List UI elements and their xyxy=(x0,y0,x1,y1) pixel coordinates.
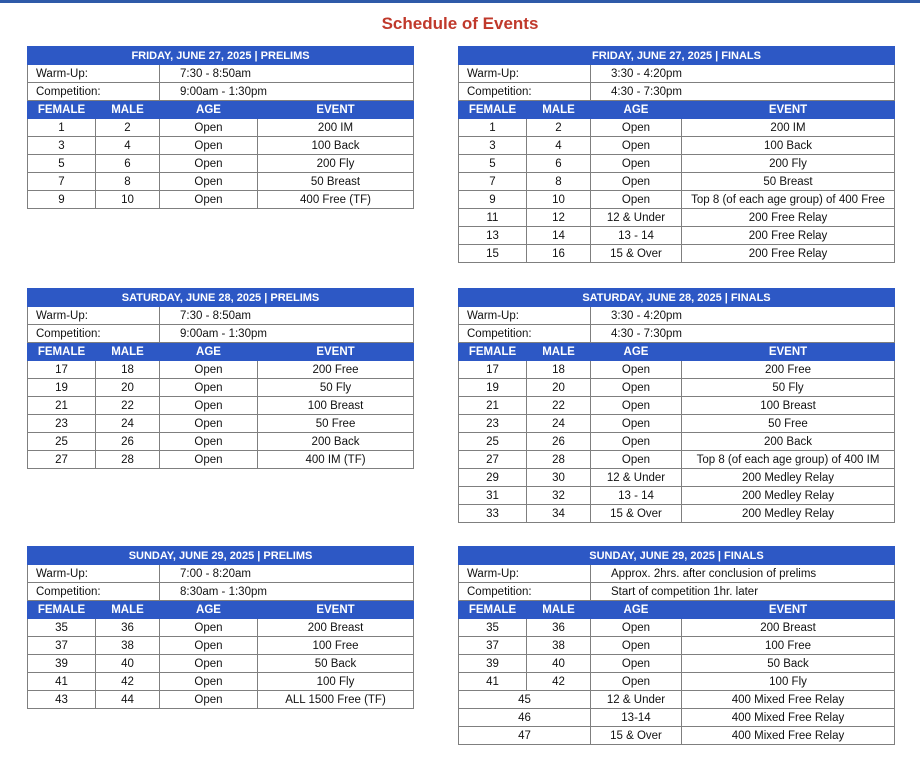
competition-row xyxy=(28,83,414,101)
competition-row xyxy=(459,583,895,601)
column-header-male: MALE xyxy=(527,343,591,361)
female-event-number: 1 xyxy=(459,119,527,137)
event-cell: Top 8 (of each age group) of 400 IM xyxy=(682,451,895,469)
male-event-number: 10 xyxy=(96,191,160,209)
female-event-number: 9 xyxy=(459,191,527,209)
male-event-number: 42 xyxy=(527,673,591,691)
event-cell: 200 IM xyxy=(682,119,895,137)
event-row xyxy=(28,119,414,137)
event-number-mixed: 46 xyxy=(459,709,591,727)
event-row xyxy=(459,137,895,155)
female-event-number: 21 xyxy=(459,397,527,415)
female-event-number: 5 xyxy=(28,155,96,173)
session-header-row xyxy=(459,47,895,65)
age-cell: Open xyxy=(160,415,258,433)
age-cell: 13 - 14 xyxy=(591,227,682,245)
event-row xyxy=(28,637,414,655)
event-row xyxy=(459,155,895,173)
male-event-number: 28 xyxy=(527,451,591,469)
column-header-event: EVENT xyxy=(682,343,895,361)
column-header-age: AGE xyxy=(160,601,258,619)
event-cell: 200 Medley Relay xyxy=(682,487,895,505)
column-header-age: AGE xyxy=(591,601,682,619)
session-header: SATURDAY, JUNE 28, 2025 | FINALS xyxy=(459,289,895,307)
age-cell: Open xyxy=(160,191,258,209)
event-cell: 200 Medley Relay xyxy=(682,469,895,487)
female-event-number: 35 xyxy=(459,619,527,637)
male-event-number: 14 xyxy=(527,227,591,245)
female-event-number: 27 xyxy=(28,451,96,469)
male-event-number: 18 xyxy=(96,361,160,379)
age-cell: Open xyxy=(591,119,682,137)
competition-label: Competition: xyxy=(28,83,160,101)
column-header-row xyxy=(28,101,414,119)
column-header-event: EVENT xyxy=(258,343,414,361)
event-row xyxy=(459,119,895,137)
warmup-row xyxy=(28,307,414,325)
event-row xyxy=(459,415,895,433)
age-cell: 12 & Under xyxy=(591,691,682,709)
female-event-number: 19 xyxy=(459,379,527,397)
session-header-row xyxy=(28,47,414,65)
event-row xyxy=(459,637,895,655)
female-event-number: 15 xyxy=(459,245,527,263)
event-cell: 400 Mixed Free Relay xyxy=(682,727,895,745)
session-table xyxy=(458,546,895,745)
warmup-label: Warm-Up: xyxy=(459,565,591,583)
event-cell: 100 Free xyxy=(258,637,414,655)
age-cell: Open xyxy=(160,119,258,137)
warmup-time: 7:30 - 8:50am xyxy=(160,307,414,325)
age-cell: Open xyxy=(160,691,258,709)
session-header-row xyxy=(459,289,895,307)
male-event-number: 24 xyxy=(96,415,160,433)
age-cell: Open xyxy=(591,433,682,451)
event-cell: 50 Free xyxy=(682,415,895,433)
event-number-mixed: 45 xyxy=(459,691,591,709)
age-cell: Open xyxy=(591,397,682,415)
age-cell: Open xyxy=(160,451,258,469)
male-event-number: 36 xyxy=(96,619,160,637)
female-event-number: 1 xyxy=(28,119,96,137)
warmup-time: Approx. 2hrs. after conclusion of prelims xyxy=(591,565,895,583)
warmup-time: 7:00 - 8:20am xyxy=(160,565,414,583)
column-header-age: AGE xyxy=(591,101,682,119)
event-row xyxy=(459,655,895,673)
event-row xyxy=(459,619,895,637)
event-cell: 50 Back xyxy=(258,655,414,673)
column-header-row xyxy=(28,601,414,619)
event-cell: 400 IM (TF) xyxy=(258,451,414,469)
event-row xyxy=(459,227,895,245)
age-cell: 12 & Under xyxy=(591,209,682,227)
column-header-female: FEMALE xyxy=(28,343,96,361)
female-event-number: 7 xyxy=(28,173,96,191)
event-cell: 50 Back xyxy=(682,655,895,673)
female-event-number: 39 xyxy=(28,655,96,673)
age-cell: Open xyxy=(591,655,682,673)
female-event-number: 29 xyxy=(459,469,527,487)
column-header-event: EVENT xyxy=(682,101,895,119)
column-header-age: AGE xyxy=(160,343,258,361)
event-cell: 200 Free xyxy=(682,361,895,379)
female-event-number: 33 xyxy=(459,505,527,523)
event-cell: 200 Free xyxy=(258,361,414,379)
session-header: SUNDAY, JUNE 29, 2025 | PRELIMS xyxy=(28,547,414,565)
age-cell: Open xyxy=(591,619,682,637)
column-header-event: EVENT xyxy=(258,601,414,619)
warmup-row xyxy=(459,307,895,325)
event-row xyxy=(28,361,414,379)
female-event-number: 43 xyxy=(28,691,96,709)
female-event-number: 21 xyxy=(28,397,96,415)
session-table xyxy=(458,46,895,263)
warmup-time: 7:30 - 8:50am xyxy=(160,65,414,83)
male-event-number: 26 xyxy=(96,433,160,451)
warmup-label: Warm-Up: xyxy=(28,565,160,583)
female-event-number: 11 xyxy=(459,209,527,227)
competition-label: Competition: xyxy=(28,325,160,343)
male-event-number: 38 xyxy=(527,637,591,655)
warmup-label: Warm-Up: xyxy=(28,65,160,83)
event-cell: 50 Fly xyxy=(682,379,895,397)
event-row xyxy=(459,245,895,263)
age-cell: Open xyxy=(160,673,258,691)
male-event-number: 4 xyxy=(527,137,591,155)
column-header-age: AGE xyxy=(160,101,258,119)
session-header: SATURDAY, JUNE 28, 2025 | PRELIMS xyxy=(28,289,414,307)
female-event-number: 23 xyxy=(28,415,96,433)
column-header-female: FEMALE xyxy=(459,101,527,119)
female-event-number: 25 xyxy=(28,433,96,451)
competition-time: 8:30am - 1:30pm xyxy=(160,583,414,601)
column-header-female: FEMALE xyxy=(459,601,527,619)
male-event-number: 20 xyxy=(96,379,160,397)
female-event-number: 17 xyxy=(459,361,527,379)
session-table xyxy=(27,46,414,209)
column-header-female: FEMALE xyxy=(459,343,527,361)
age-cell: 15 & Over xyxy=(591,505,682,523)
male-event-number: 2 xyxy=(527,119,591,137)
female-event-number: 13 xyxy=(459,227,527,245)
warmup-row xyxy=(28,65,414,83)
female-event-number: 37 xyxy=(28,637,96,655)
event-cell: 200 Breast xyxy=(258,619,414,637)
age-cell: 13 - 14 xyxy=(591,487,682,505)
event-cell: 200 Free Relay xyxy=(682,245,895,263)
event-row xyxy=(459,209,895,227)
event-row xyxy=(28,397,414,415)
female-event-number: 23 xyxy=(459,415,527,433)
age-cell: 13-14 xyxy=(591,709,682,727)
age-cell: Open xyxy=(160,655,258,673)
warmup-row xyxy=(459,65,895,83)
female-event-number: 25 xyxy=(459,433,527,451)
age-cell: Open xyxy=(160,173,258,191)
female-event-number: 5 xyxy=(459,155,527,173)
column-header-male: MALE xyxy=(96,601,160,619)
event-row xyxy=(459,727,895,745)
event-cell: 200 Breast xyxy=(682,619,895,637)
session-header: SUNDAY, JUNE 29, 2025 | FINALS xyxy=(459,547,895,565)
male-event-number: 28 xyxy=(96,451,160,469)
age-cell: Open xyxy=(591,415,682,433)
event-cell: 50 Fly xyxy=(258,379,414,397)
male-event-number: 10 xyxy=(527,191,591,209)
event-row xyxy=(28,619,414,637)
top-accent-line xyxy=(0,0,920,3)
age-cell: 12 & Under xyxy=(591,469,682,487)
column-header-row xyxy=(459,343,895,361)
column-header-male: MALE xyxy=(527,101,591,119)
event-cell: 50 Free xyxy=(258,415,414,433)
male-event-number: 40 xyxy=(96,655,160,673)
age-cell: Open xyxy=(591,637,682,655)
male-event-number: 6 xyxy=(527,155,591,173)
male-event-number: 18 xyxy=(527,361,591,379)
event-row xyxy=(28,673,414,691)
competition-row xyxy=(459,83,895,101)
female-event-number: 3 xyxy=(459,137,527,155)
competition-label: Competition: xyxy=(459,83,591,101)
event-cell: 200 Fly xyxy=(682,155,895,173)
event-row xyxy=(459,173,895,191)
warmup-time: 3:30 - 4:20pm xyxy=(591,307,895,325)
age-cell: Open xyxy=(591,173,682,191)
event-cell: 200 Back xyxy=(682,433,895,451)
male-event-number: 20 xyxy=(527,379,591,397)
session-header-row xyxy=(28,289,414,307)
female-event-number: 41 xyxy=(28,673,96,691)
competition-label: Competition: xyxy=(459,325,591,343)
event-cell: 100 Breast xyxy=(682,397,895,415)
warmup-label: Warm-Up: xyxy=(28,307,160,325)
age-cell: Open xyxy=(160,379,258,397)
event-row xyxy=(459,191,895,209)
age-cell: Open xyxy=(160,619,258,637)
event-row xyxy=(28,137,414,155)
event-row xyxy=(28,415,414,433)
event-row xyxy=(28,433,414,451)
column-header-event: EVENT xyxy=(682,601,895,619)
event-cell: 200 Free Relay xyxy=(682,209,895,227)
event-cell: 100 Breast xyxy=(258,397,414,415)
column-header-female: FEMALE xyxy=(28,101,96,119)
event-number-mixed: 47 xyxy=(459,727,591,745)
male-event-number: 32 xyxy=(527,487,591,505)
column-header-row xyxy=(459,601,895,619)
event-row xyxy=(459,397,895,415)
competition-row xyxy=(28,325,414,343)
event-cell: 50 Breast xyxy=(258,173,414,191)
event-cell: 100 Back xyxy=(258,137,414,155)
warmup-label: Warm-Up: xyxy=(459,307,591,325)
female-event-number: 35 xyxy=(28,619,96,637)
event-cell: 200 IM xyxy=(258,119,414,137)
session-header-row xyxy=(28,547,414,565)
column-header-event: EVENT xyxy=(258,101,414,119)
female-event-number: 31 xyxy=(459,487,527,505)
age-cell: Open xyxy=(591,379,682,397)
event-row xyxy=(459,709,895,727)
male-event-number: 40 xyxy=(527,655,591,673)
competition-label: Competition: xyxy=(28,583,160,601)
age-cell: Open xyxy=(591,361,682,379)
event-cell: 400 Mixed Free Relay xyxy=(682,709,895,727)
column-header-female: FEMALE xyxy=(28,601,96,619)
competition-time: Start of competition 1hr. later xyxy=(591,583,895,601)
age-cell: Open xyxy=(160,361,258,379)
event-cell: 400 Free (TF) xyxy=(258,191,414,209)
age-cell: Open xyxy=(160,637,258,655)
session-header-row xyxy=(459,547,895,565)
warmup-time: 3:30 - 4:20pm xyxy=(591,65,895,83)
male-event-number: 34 xyxy=(527,505,591,523)
competition-time: 9:00am - 1:30pm xyxy=(160,325,414,343)
event-row xyxy=(28,691,414,709)
male-event-number: 22 xyxy=(96,397,160,415)
age-cell: Open xyxy=(591,191,682,209)
event-row xyxy=(28,655,414,673)
event-row xyxy=(459,361,895,379)
male-event-number: 8 xyxy=(527,173,591,191)
event-row xyxy=(459,487,895,505)
age-cell: 15 & Over xyxy=(591,245,682,263)
event-cell: 200 Free Relay xyxy=(682,227,895,245)
competition-time: 4:30 - 7:30pm xyxy=(591,83,895,101)
column-header-age: AGE xyxy=(591,343,682,361)
event-row xyxy=(28,379,414,397)
session-table xyxy=(27,288,414,469)
competition-time: 9:00am - 1:30pm xyxy=(160,83,414,101)
column-header-male: MALE xyxy=(96,343,160,361)
age-cell: Open xyxy=(591,451,682,469)
competition-time: 4:30 - 7:30pm xyxy=(591,325,895,343)
female-event-number: 17 xyxy=(28,361,96,379)
event-row xyxy=(459,451,895,469)
column-header-row xyxy=(28,343,414,361)
column-header-male: MALE xyxy=(527,601,591,619)
age-cell: Open xyxy=(591,137,682,155)
event-cell: Top 8 (of each age group) of 400 Free xyxy=(682,191,895,209)
male-event-number: 44 xyxy=(96,691,160,709)
female-event-number: 3 xyxy=(28,137,96,155)
female-event-number: 37 xyxy=(459,637,527,655)
event-row xyxy=(28,451,414,469)
age-cell: Open xyxy=(160,397,258,415)
male-event-number: 12 xyxy=(527,209,591,227)
age-cell: Open xyxy=(160,433,258,451)
male-event-number: 42 xyxy=(96,673,160,691)
event-cell: 100 Fly xyxy=(682,673,895,691)
column-header-male: MALE xyxy=(96,101,160,119)
event-row xyxy=(459,691,895,709)
column-header-row xyxy=(459,101,895,119)
age-cell: 15 & Over xyxy=(591,727,682,745)
event-row xyxy=(459,673,895,691)
age-cell: Open xyxy=(160,155,258,173)
event-cell: 200 Back xyxy=(258,433,414,451)
age-cell: Open xyxy=(591,673,682,691)
session-header: FRIDAY, JUNE 27, 2025 | PRELIMS xyxy=(28,47,414,65)
male-event-number: 6 xyxy=(96,155,160,173)
page-title: Schedule of Events xyxy=(381,14,539,33)
warmup-row xyxy=(28,565,414,583)
female-event-number: 9 xyxy=(28,191,96,209)
age-cell: Open xyxy=(591,155,682,173)
warmup-label: Warm-Up: xyxy=(459,65,591,83)
female-event-number: 19 xyxy=(28,379,96,397)
male-event-number: 8 xyxy=(96,173,160,191)
session-header: FRIDAY, JUNE 27, 2025 | FINALS xyxy=(459,47,895,65)
event-cell: 200 Fly xyxy=(258,155,414,173)
male-event-number: 16 xyxy=(527,245,591,263)
male-event-number: 4 xyxy=(96,137,160,155)
event-row xyxy=(459,379,895,397)
female-event-number: 27 xyxy=(459,451,527,469)
event-row xyxy=(459,469,895,487)
male-event-number: 22 xyxy=(527,397,591,415)
event-row xyxy=(28,155,414,173)
event-cell: ALL 1500 Free (TF) xyxy=(258,691,414,709)
male-event-number: 30 xyxy=(527,469,591,487)
event-row xyxy=(28,191,414,209)
warmup-row xyxy=(459,565,895,583)
female-event-number: 41 xyxy=(459,673,527,691)
event-cell: 50 Breast xyxy=(682,173,895,191)
event-row xyxy=(459,433,895,451)
female-event-number: 39 xyxy=(459,655,527,673)
event-cell: 400 Mixed Free Relay xyxy=(682,691,895,709)
event-row xyxy=(28,173,414,191)
male-event-number: 26 xyxy=(527,433,591,451)
event-cell: 200 Medley Relay xyxy=(682,505,895,523)
female-event-number: 7 xyxy=(459,173,527,191)
male-event-number: 38 xyxy=(96,637,160,655)
event-cell: 100 Free xyxy=(682,637,895,655)
session-table xyxy=(458,288,895,523)
event-cell: 100 Fly xyxy=(258,673,414,691)
male-event-number: 2 xyxy=(96,119,160,137)
competition-row xyxy=(459,325,895,343)
male-event-number: 36 xyxy=(527,619,591,637)
competition-row xyxy=(28,583,414,601)
age-cell: Open xyxy=(160,137,258,155)
competition-label: Competition: xyxy=(459,583,591,601)
male-event-number: 24 xyxy=(527,415,591,433)
event-cell: 100 Back xyxy=(682,137,895,155)
event-row xyxy=(459,505,895,523)
session-table xyxy=(27,546,414,709)
